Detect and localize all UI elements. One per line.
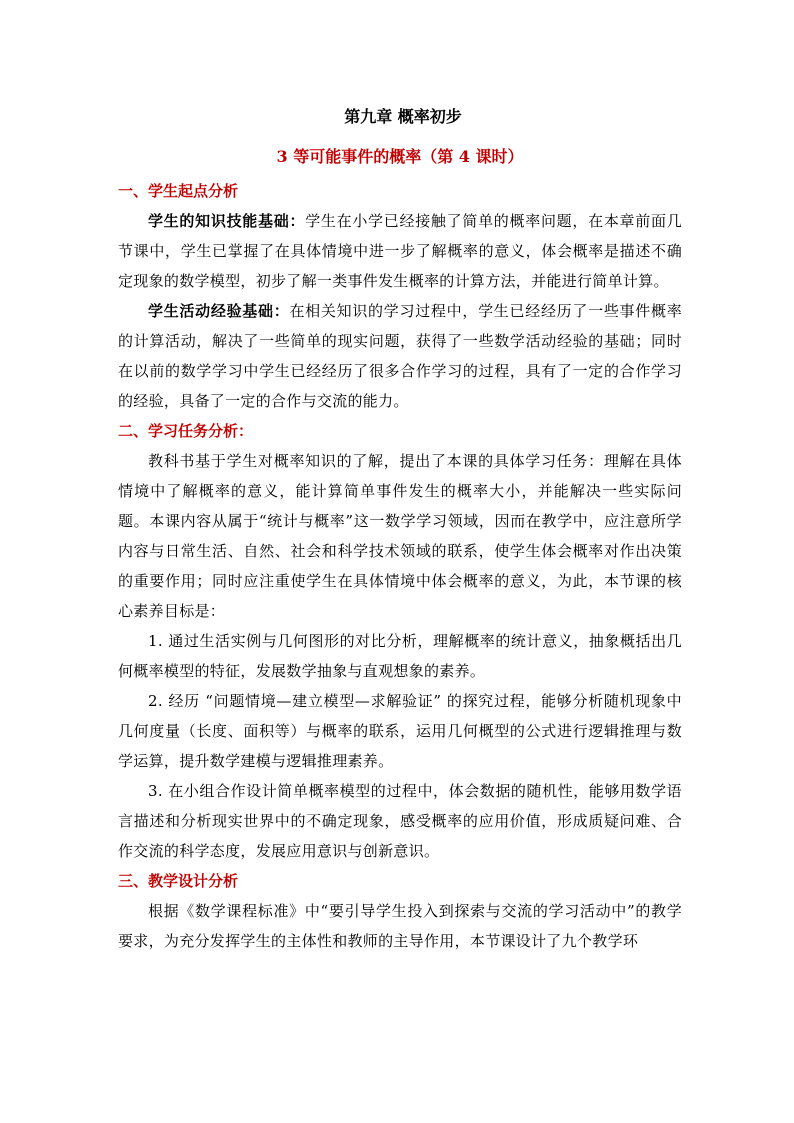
goal-text: 在小组合作设计简单概率模型的过程中，体会数据的随机性，能够用数学语言描述和分析现实世界中的不确定现象，感受概率的应用价值，形成质疑问难、合作交流的科学态度，发展应用意识与创新意识。 [118,782,682,860]
section-design-analysis [118,866,682,956]
chapter-title: 第九章 概率初步 [344,107,462,126]
goal-number: 1. [148,632,163,650]
document-content [118,104,682,956]
section-heading: 一、学生起点分析 [118,182,239,200]
goal-item [118,626,682,686]
paragraph-intro: 教科书基于学生对概率知识的了解，提出了本课的具体学习任务：理解在具体情境中了解概率的意义，能计算简单事件发生的概率大小，并能解决一些实际问题。本课内容从属于“统计与概率”这一数学学习领域，因而在教学中，应注意所学内容与日常生活、自然、社会和科学技术领域的联系，使学生体会概率对作出决策的重要作用；同时应注重使学生在具体情境中体会概率的意义，为此，本节课的核心素养目标是： [118,452,682,620]
lesson-title: 3 等可能事件的概率（第 4 课时） [276,147,524,166]
section-heading: 二、学习任务分析： [118,422,254,440]
paragraph-text: 在相关知识的学习过程中，学生已经经历了一些事件概率的计算活动，解决了一些简单的现实问题，获得了一些数学活动经验的基础；同时在以前的数学学习中学生已经经历了很多合作学习的过程，具有了一定的合作学习的经验，具备了一定的合作与交流的能力。 [118,302,682,410]
paragraph-lead: 学生的知识技能基础： [148,212,306,230]
goal-number: 2. [148,692,163,710]
section-task-analysis [118,416,682,866]
goal-item [118,776,682,866]
paragraph-text: 学生在小学已经接触了简单的概率问题，在本章前面几节课中，学生已掌握了在具体情境中进一步了解概率的意义，体会概率是描述不确定现象的数学模型，初步了解一类事件发生概率的计算方法，并能进行简单计算。 [118,212,682,290]
section-heading: 三、教学设计分析 [118,872,239,890]
paragraph-lead: 学生活动经验基础： [148,302,290,320]
paragraph-knowledge-base [118,206,682,296]
goal-number: 3. [148,782,163,800]
goal-text: 经历 “问题情境—建立模型—求解验证” 的探究过程，能够分析随机现象中几何度量（长度、面积等）与概率的联系，运用几何概型的公式进行逻辑推理与数学运算，提升数学建模与逻辑推理素养。 [118,692,682,770]
paragraph-intro: 根据《数学课程标准》中“要引导学生投入到探索与交流的学习活动中”的教学要求，为充分发挥学生的主体性和教师的主导作用，本节课设计了九个教学环 [118,902,682,950]
goal-item [118,686,682,776]
section-student-analysis [118,176,682,416]
goal-text: 通过生活实例与几何图形的对比分析，理解概率的统计意义，抽象概括出几何概率模型的特征，发展数学抽象与直观想象的素养。 [118,632,682,680]
paragraph-experience-base [118,296,682,416]
